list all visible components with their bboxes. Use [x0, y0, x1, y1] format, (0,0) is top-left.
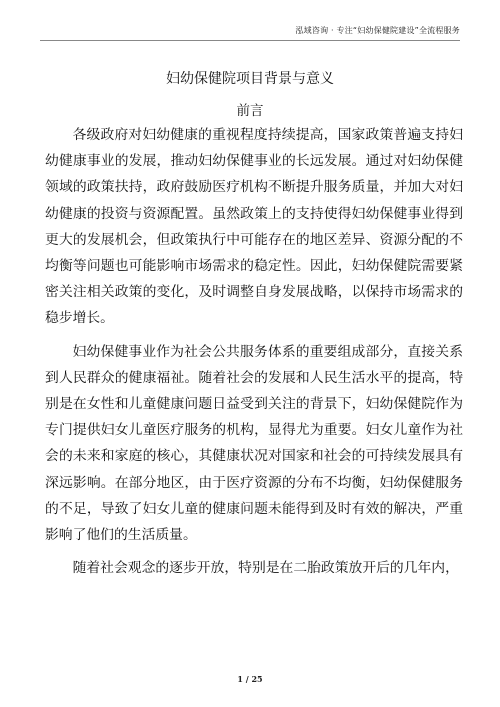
header-note: 泓域咨询 · 专注“妇幼保健院建设”全流程服务 — [295, 26, 460, 35]
document-body — [45, 122, 463, 581]
paragraph: 各级政府对妇幼健康的重视程度持续提高，国家政策普遍支持妇幼健康事业的发展，推动妇幼保健事业的长远发展。通过对妇幼保健领域的政策扶持，政府鼓励医疗机构不断提升服务质量，并加大对妇幼健康的投资与资源配置。虽然政策上的支持使得妇幼保健事业得到更大的发展机会，但政策执行中可能存在的地区差异、资源分配的不均衡等问题也可能影响市场需求的稳定性。因此，妇幼保健院需要紧密关注相关政策的变化，及时调整自身发展战略，以保持市场需求的稳步增长。 — [45, 127, 463, 327]
document-title: 妇幼保健院项目背景与意义 — [166, 71, 334, 87]
paragraph: 妇幼保健事业作为社会公共服务体系的重要组成部分，直接关系到人民群众的健康福祉。随着社会的发展和人民生活水平的提高，特别是在女性和儿童健康问题日益受到关注的背景下，妇幼保健院作为专门提供妇女儿童医疗服务的机构，显得尤为重要。妇女儿童作为社会的未来和家庭的核心，其健康状况对国家和社会的可持续发展具有深远影响。在部分地区，由于医疗资源的分布不均衡，妇幼保健服务的不足，导致了妇女儿童的健康问题未能得到及时有效的解决，严重影响了他们的生活质量。 — [45, 343, 463, 544]
page-number: 1 / 25 — [237, 674, 263, 684]
header-divider — [40, 40, 460, 41]
paragraph: 随着社会观念的逐步开放，特别是在二胎政策放开后的几年内， — [72, 560, 459, 577]
section-heading: 前言 — [236, 103, 264, 119]
